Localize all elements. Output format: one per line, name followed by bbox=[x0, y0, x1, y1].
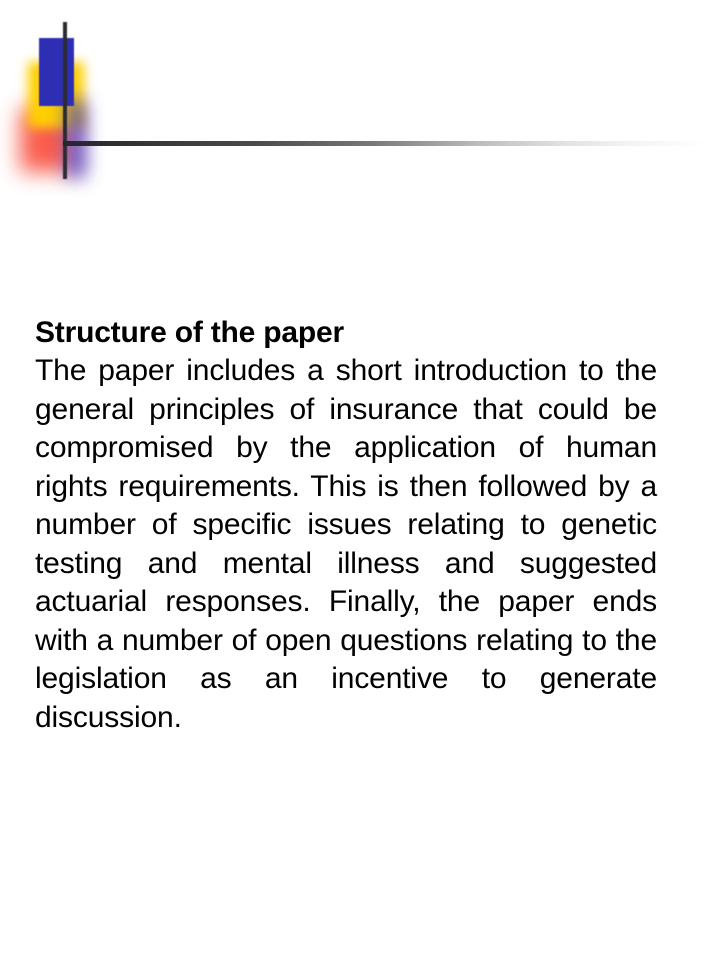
decorative-yellow-block bbox=[28, 62, 84, 128]
slide-content bbox=[35, 314, 657, 737]
decorative-blue-glow bbox=[66, 100, 86, 178]
decorative-red-block bbox=[20, 108, 76, 172]
slide-title: Structure of the paper bbox=[35, 316, 344, 349]
decorative-horizontal-rule bbox=[63, 141, 707, 146]
slide-body-text: The paper includes a short introduction to the general principles of insurance that could be compromised by the application of human rights requirements. This is then followed by a number of specific issues relating to genetic testing and mental illness and suggested actuarial responses. Finally, the paper ends with a number of open questions relating to the legislation as an incentive to generate discussion. bbox=[35, 354, 657, 734]
decorative-corner-motif bbox=[0, 0, 720, 200]
decorative-vertical-bar bbox=[63, 22, 67, 179]
decorative-blue-block bbox=[39, 38, 74, 106]
